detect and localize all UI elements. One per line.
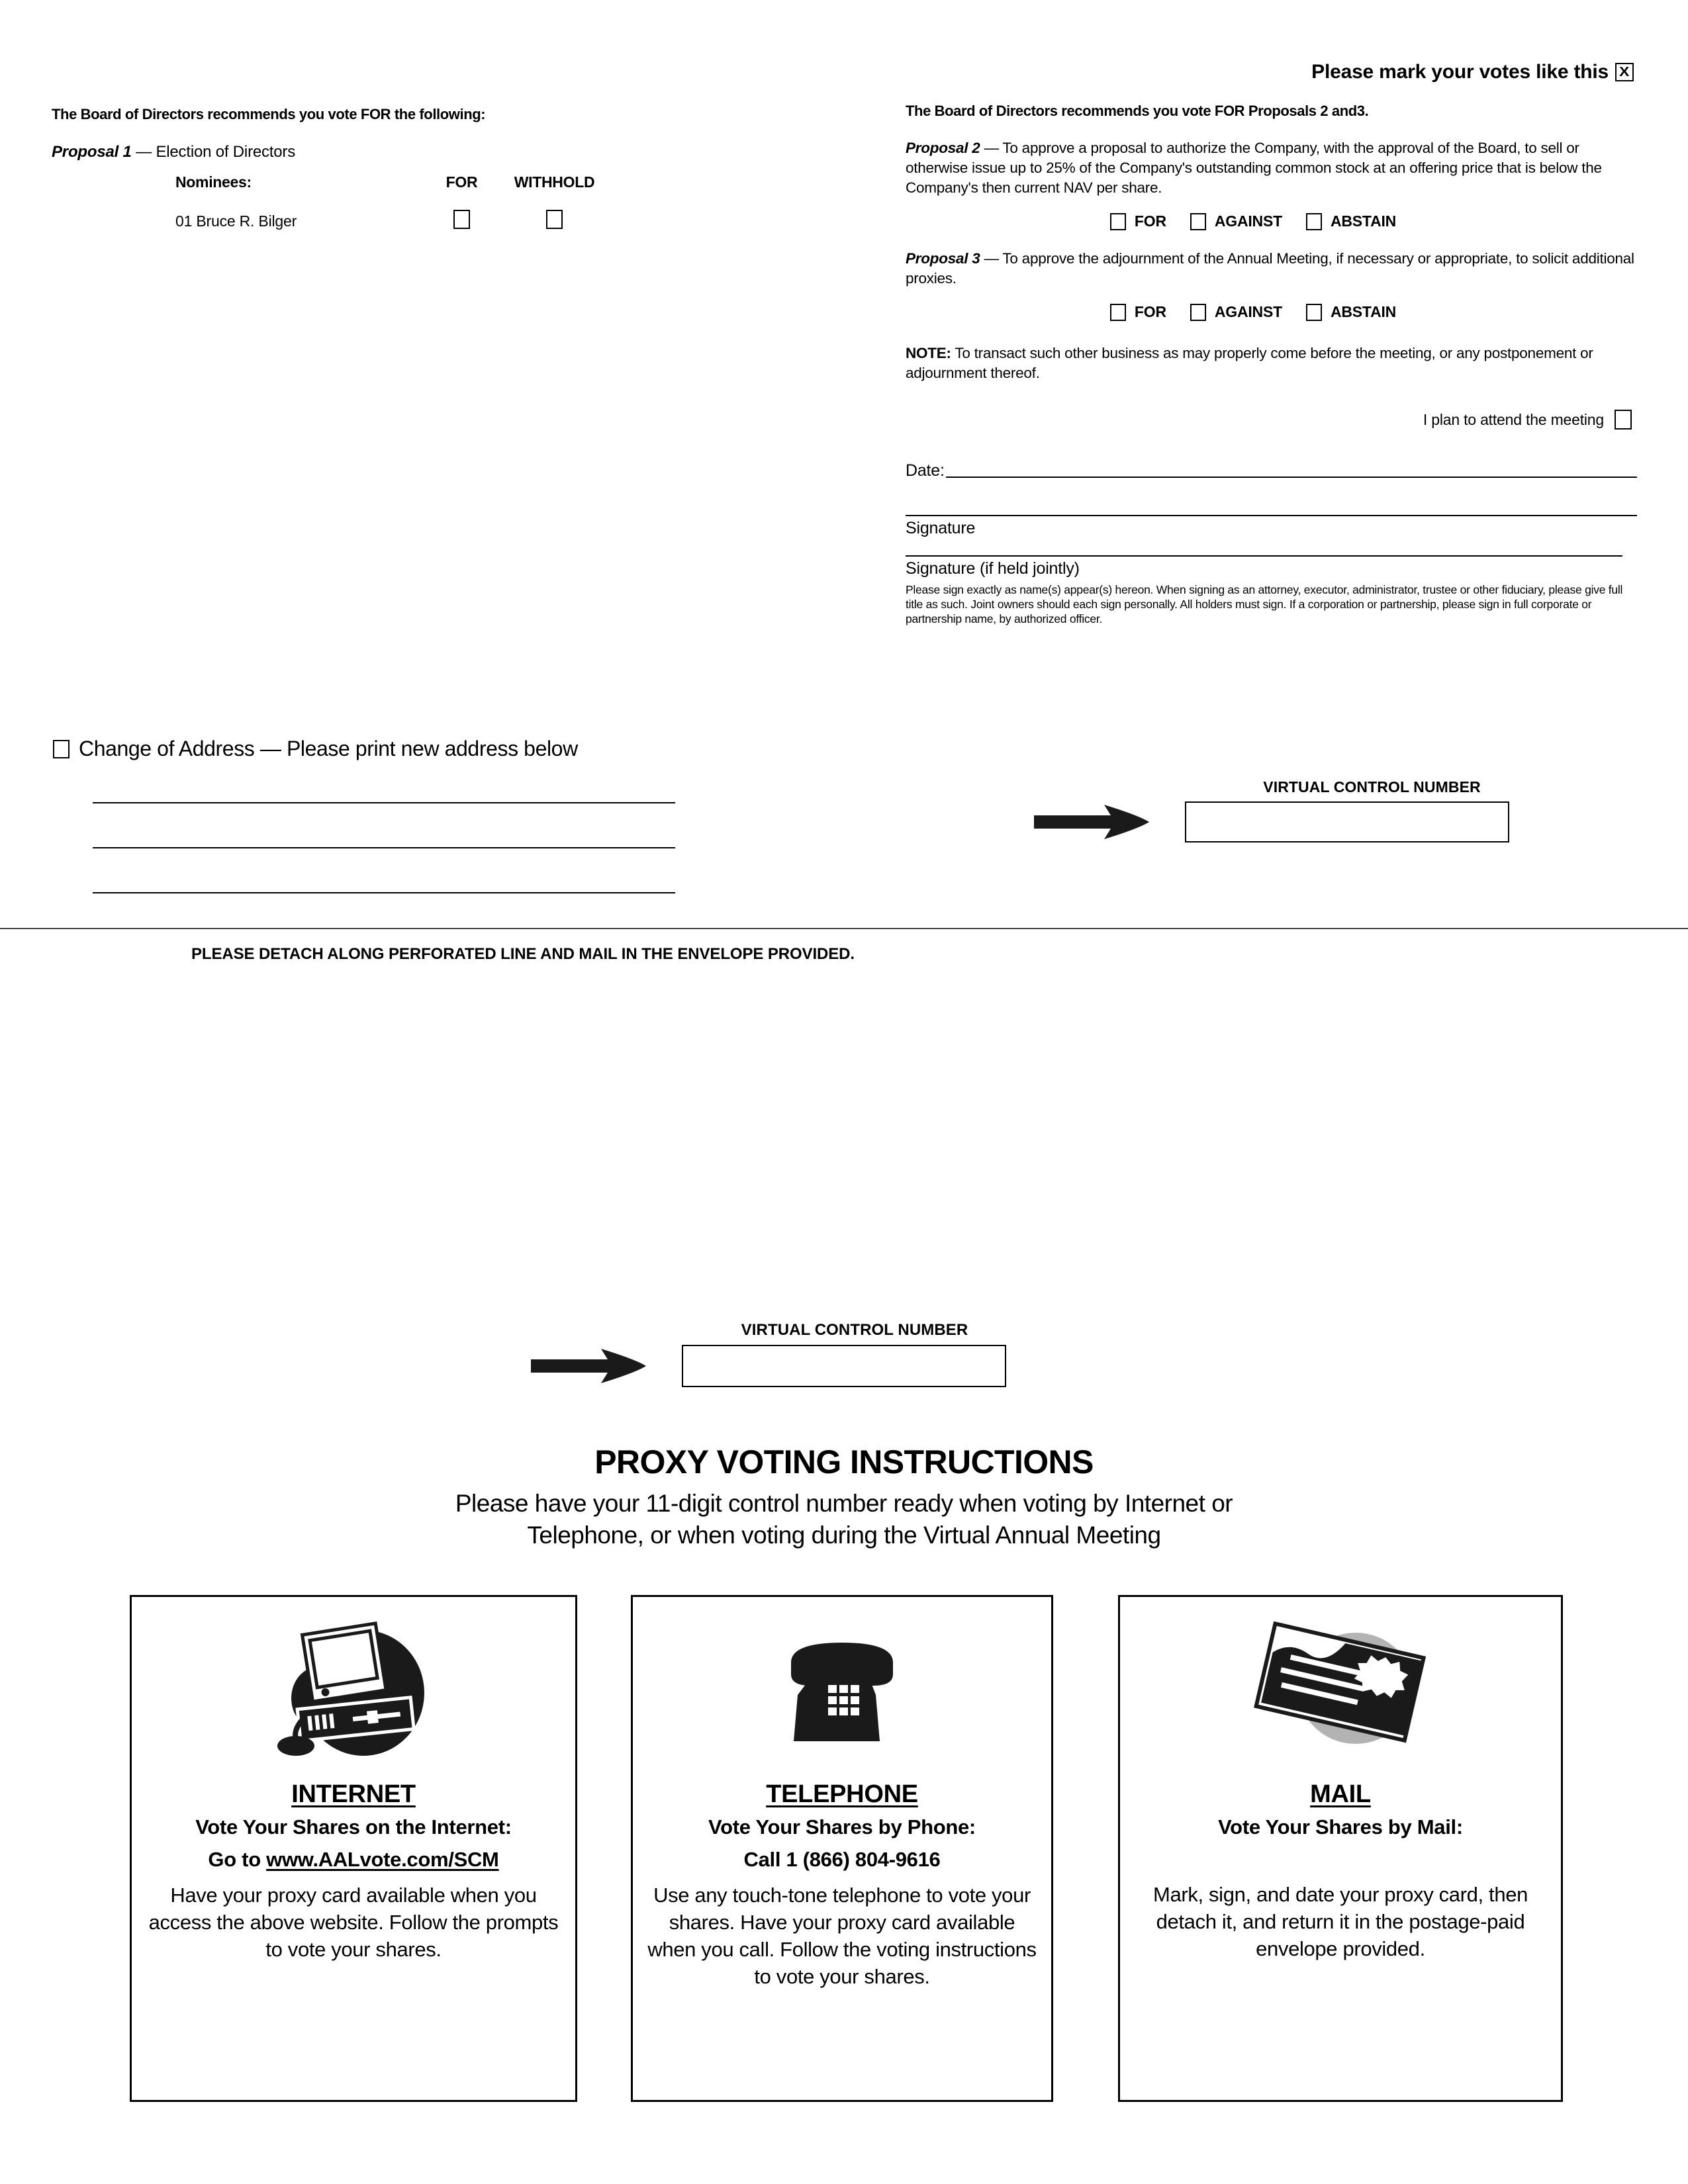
proposal-2-dash: — <box>984 140 999 156</box>
telephone-subtitle: Vote Your Shares by Phone: <box>708 1815 976 1839</box>
proposal-3-text: To approve the adjournment of the Annual Meeting, if necessary or appropriate, to solicit additional proxies. <box>906 250 1634 287</box>
virtual-control-number-input-top[interactable] <box>1185 801 1509 842</box>
signature-input-line[interactable] <box>906 515 1637 516</box>
proposal-3-for-label: FOR <box>1134 303 1166 320</box>
board-recommendation-left: The Board of Directors recommends you vote FOR the following: <box>52 106 486 122</box>
proposal-2-paragraph <box>906 138 1637 198</box>
telephone-body: Use any touch-tone telephone to vote your shares. Have your proxy card available when you call. Follow the voting instructions to vote your shares. <box>647 1884 1037 1988</box>
virtual-control-number-label-top: VIRTUAL CONTROL NUMBER <box>1263 778 1481 796</box>
proposal-3-abstain-label: ABSTAIN <box>1330 303 1397 320</box>
nominees-table <box>175 173 639 233</box>
signature-fine-print: Please sign exactly as name(s) appear(s) hereon. When signing as an attorney, executor, administrator, trustee or other fiduciary, please give full title as such. Joint owners should each sign personally. All holders must sign. If a corporation or partnership, please sign in full corporate or partnership name, by authorized officer. <box>906 583 1623 625</box>
nominee-withhold-cell <box>496 210 612 233</box>
internet-goto-prefix: Go to <box>208 1848 267 1871</box>
page-subtitle-line1: Please have your 11-digit control number ready when voting by Internet or <box>455 1490 1233 1517</box>
signature-joint-label: Signature (if held jointly) <box>906 559 1080 578</box>
telephone-number[interactable]: Call 1 (866) 804-9616 <box>743 1848 941 1871</box>
note-label: NOTE: <box>906 345 951 361</box>
attend-meeting-checkbox[interactable] <box>1615 410 1632 430</box>
proposal-1-label: Proposal 1 <box>52 143 132 161</box>
perforation-line <box>0 928 1688 929</box>
internet-url[interactable]: www.AALvote.com/SCM <box>266 1848 499 1871</box>
proposal-3-paragraph <box>906 249 1637 289</box>
date-input-line[interactable] <box>946 477 1637 478</box>
proposal-1-dash: — <box>136 143 152 161</box>
proposal-3-against-checkbox[interactable] <box>1190 304 1206 321</box>
internet-url-line <box>142 1846 565 1872</box>
proposal-3-for-checkbox[interactable] <box>1110 304 1126 321</box>
envelope-icon <box>1131 1609 1550 1778</box>
proposal-3-label: Proposal 3 <box>906 250 980 267</box>
proposal-2-for-label: FOR <box>1134 212 1166 230</box>
proposal-2-abstain-label: ABSTAIN <box>1330 212 1397 230</box>
note-paragraph <box>906 343 1637 383</box>
nominees-label: Nominees: <box>175 173 252 191</box>
mark-votes-label: Please mark your votes like this <box>1311 61 1609 83</box>
board-recommendation-right: The Board of Directors recommends you vote FOR Proposals 2 and3. <box>906 103 1369 119</box>
nominee-for-cell <box>427 210 496 233</box>
mark-votes-instruction <box>1311 61 1634 83</box>
virtual-control-number-label-bottom: VIRTUAL CONTROL NUMBER <box>741 1321 968 1339</box>
voting-method-telephone <box>631 1595 1053 2102</box>
arrow-right-icon-top <box>1019 802 1185 842</box>
virtual-control-number-top <box>1019 778 1562 842</box>
left-proposal-column <box>52 106 866 161</box>
signature-label: Signature <box>906 519 976 537</box>
column-header-withhold: WITHHOLD <box>514 173 595 191</box>
voting-method-internet <box>130 1595 577 2102</box>
arrow-right-icon-bottom <box>530 1346 682 1386</box>
note-text: To transact such other business as may properly come before the meeting, or any postponement or adjournment thereof. <box>906 345 1593 381</box>
date-field-row <box>906 461 1637 480</box>
proposal-3-against-label: AGAINST <box>1214 303 1282 320</box>
attend-meeting-label: I plan to attend the meeting <box>1423 410 1604 428</box>
proposal-2-text: To approve a proposal to authorize the Company, with the approval of the Board, to sell or otherwise issue up to 25% of the Company's outstanding common stock at an offering price that is below the Company's then current NAV per share. <box>906 140 1602 196</box>
page-subtitle <box>281 1488 1407 1551</box>
proposal-3-abstain-checkbox[interactable] <box>1306 304 1322 321</box>
date-label: Date: <box>906 461 945 480</box>
x-mark-icon: X <box>1615 63 1634 81</box>
mail-body: Mark, sign, and date your proxy card, then detach it, and return it in the postage-paid envelope provided. <box>1153 1883 1528 1960</box>
signature-joint-input-line[interactable] <box>906 555 1622 557</box>
proposal-2-label: Proposal 2 <box>906 140 980 156</box>
voting-method-mail <box>1118 1595 1563 2102</box>
proposal-2-vote-row <box>906 212 1637 230</box>
nominee-for-checkbox[interactable] <box>453 210 470 229</box>
internet-body: Have your proxy card available when you access the above website. Follow the prompts to vote your shares. <box>148 1884 559 1961</box>
address-line-3[interactable] <box>93 892 675 893</box>
nominee-withhold-checkbox[interactable] <box>546 210 563 229</box>
column-header-for: FOR <box>445 173 478 191</box>
proposal-2-against-label: AGAINST <box>1214 212 1282 230</box>
proposal-3-vote-row <box>906 303 1637 321</box>
nominee-name: 01 Bruce R. Bilger <box>175 212 297 230</box>
table-row <box>175 210 639 233</box>
change-of-address-checkbox[interactable] <box>53 740 70 758</box>
computer-icon <box>142 1609 565 1778</box>
detach-notice: PLEASE DETACH ALONG PERFORATED LINE AND MAIL IN THE ENVELOPE PROVIDED. <box>191 945 855 963</box>
proposal-2-against-checkbox[interactable] <box>1190 213 1206 230</box>
mail-title: MAIL <box>1310 1780 1371 1808</box>
virtual-control-number-input-bottom[interactable] <box>682 1345 1006 1387</box>
proposal-2-for-checkbox[interactable] <box>1110 213 1126 230</box>
proposal-2-abstain-checkbox[interactable] <box>1306 213 1322 230</box>
change-of-address-header <box>53 737 794 761</box>
proposal-1-heading <box>52 143 866 161</box>
proposal-1-text: Election of Directors <box>156 143 296 161</box>
internet-title: INTERNET <box>291 1780 416 1808</box>
page-subtitle-line2: Telephone, or when voting during the Virtual Annual Meeting <box>527 1522 1161 1549</box>
telephone-title: TELEPHONE <box>766 1780 918 1808</box>
nominees-header-row <box>175 173 639 191</box>
mail-subtitle: Vote Your Shares by Mail: <box>1218 1815 1463 1839</box>
attend-meeting-row <box>906 410 1637 430</box>
change-of-address-label: Change of Address — Please print new address below <box>79 737 578 760</box>
internet-subtitle: Vote Your Shares on the Internet: <box>195 1815 512 1839</box>
virtual-control-number-bottom <box>530 1321 1033 1387</box>
page-title: PROXY VOTING INSTRUCTIONS <box>594 1443 1094 1480</box>
right-proposal-column <box>906 103 1637 626</box>
proposal-3-dash: — <box>984 250 999 267</box>
telephone-icon <box>643 1609 1041 1778</box>
change-of-address-section <box>53 737 794 893</box>
